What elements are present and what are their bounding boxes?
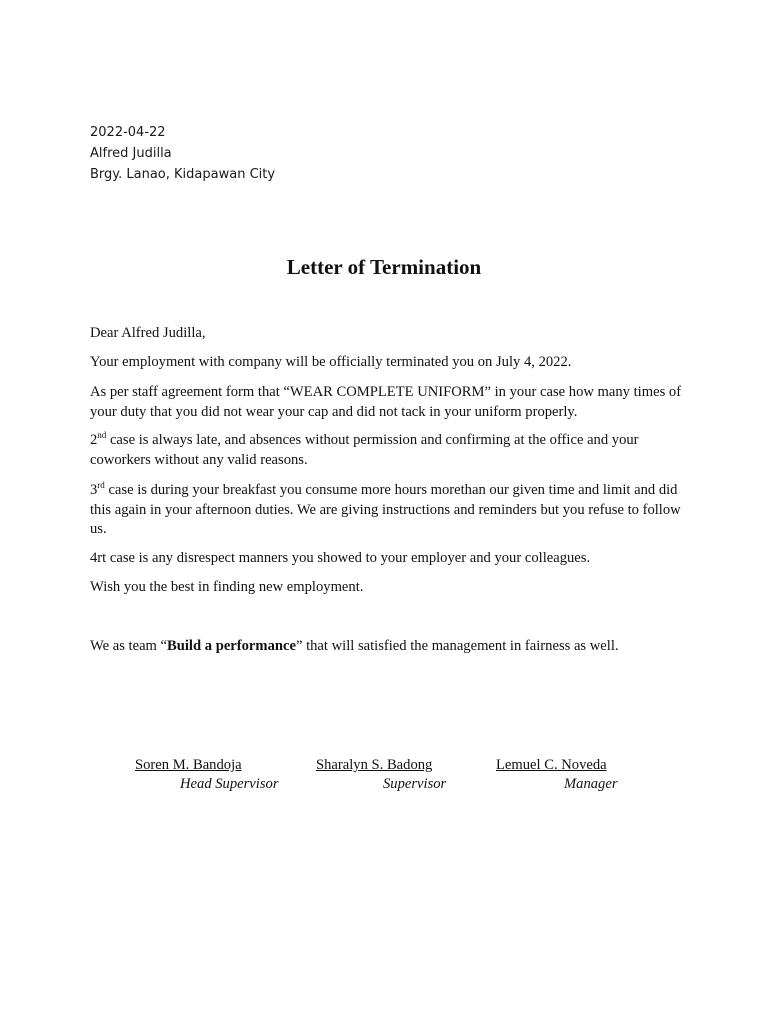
letter-title: Letter of Termination xyxy=(286,255,482,279)
paragraph-1-text: Your employment with company will be officially terminated you on July 4, 2022. xyxy=(90,354,572,370)
paragraph-team-statement xyxy=(90,637,690,657)
salutation xyxy=(90,324,690,344)
case-number: 2 xyxy=(90,432,98,448)
paragraph-5-text: 4rt case is any disrespect manners you showed to your employer and your colleagues. xyxy=(90,550,591,566)
paragraph-second-case xyxy=(90,431,690,470)
recipient-address: Brgy. Lanao, Kidapawan City xyxy=(90,167,276,182)
salutation-text: Dear Alfred Judilla, xyxy=(90,325,206,341)
paragraph-6-text: Wish you the best in finding new employment. xyxy=(90,579,364,595)
paragraph-4-text xyxy=(90,481,690,540)
case-number: 3 xyxy=(90,482,98,498)
signature-name-3: Lemuel C. Noveda xyxy=(496,757,607,773)
case-text: case is always late, and absences without permission and confirming at the office and your coworkers without any valid reasons. xyxy=(90,432,639,468)
team-suffix: ” that will satisfied the management in fairness as well. xyxy=(295,638,619,654)
ordinal-suffix: rd xyxy=(97,480,105,491)
signature-name-1: Soren M. Bandoja xyxy=(135,757,242,773)
team-prefix: We as team “ xyxy=(90,638,168,654)
signature-role-3: Manager xyxy=(564,776,618,792)
paragraph-fourth-case xyxy=(90,549,690,569)
paragraph-uniform-case xyxy=(90,383,690,422)
paragraph-3-text xyxy=(90,431,690,470)
team-name: Build a performance xyxy=(167,638,296,654)
paragraph-termination-date xyxy=(90,353,690,373)
signature-name-2: Sharalyn S. Badong xyxy=(316,757,433,773)
team-statement-text xyxy=(90,637,690,657)
paragraph-closing-wish xyxy=(90,578,690,598)
letter-date: 2022-04-22 xyxy=(90,125,166,140)
signature-role-1: Head Supervisor xyxy=(180,776,279,792)
letter-header xyxy=(90,122,275,185)
recipient-name: Alfred Judilla xyxy=(90,146,172,161)
ordinal-suffix: nd xyxy=(97,430,107,441)
paragraph-third-case xyxy=(90,481,690,540)
paragraph-2-text: As per staff agreement form that “WEAR COMPLETE UNIFORM” in your case how many times of your duty that you did not wear your cap and did not tack in your uniform properly. xyxy=(90,384,682,420)
case-text: case is during your breakfast you consume more hours morethan our given time and limit and did this again in your afternoon duties. We are giving instructions and reminders but you refuse to follow us. xyxy=(90,482,681,537)
signature-role-2: Supervisor xyxy=(383,776,447,792)
